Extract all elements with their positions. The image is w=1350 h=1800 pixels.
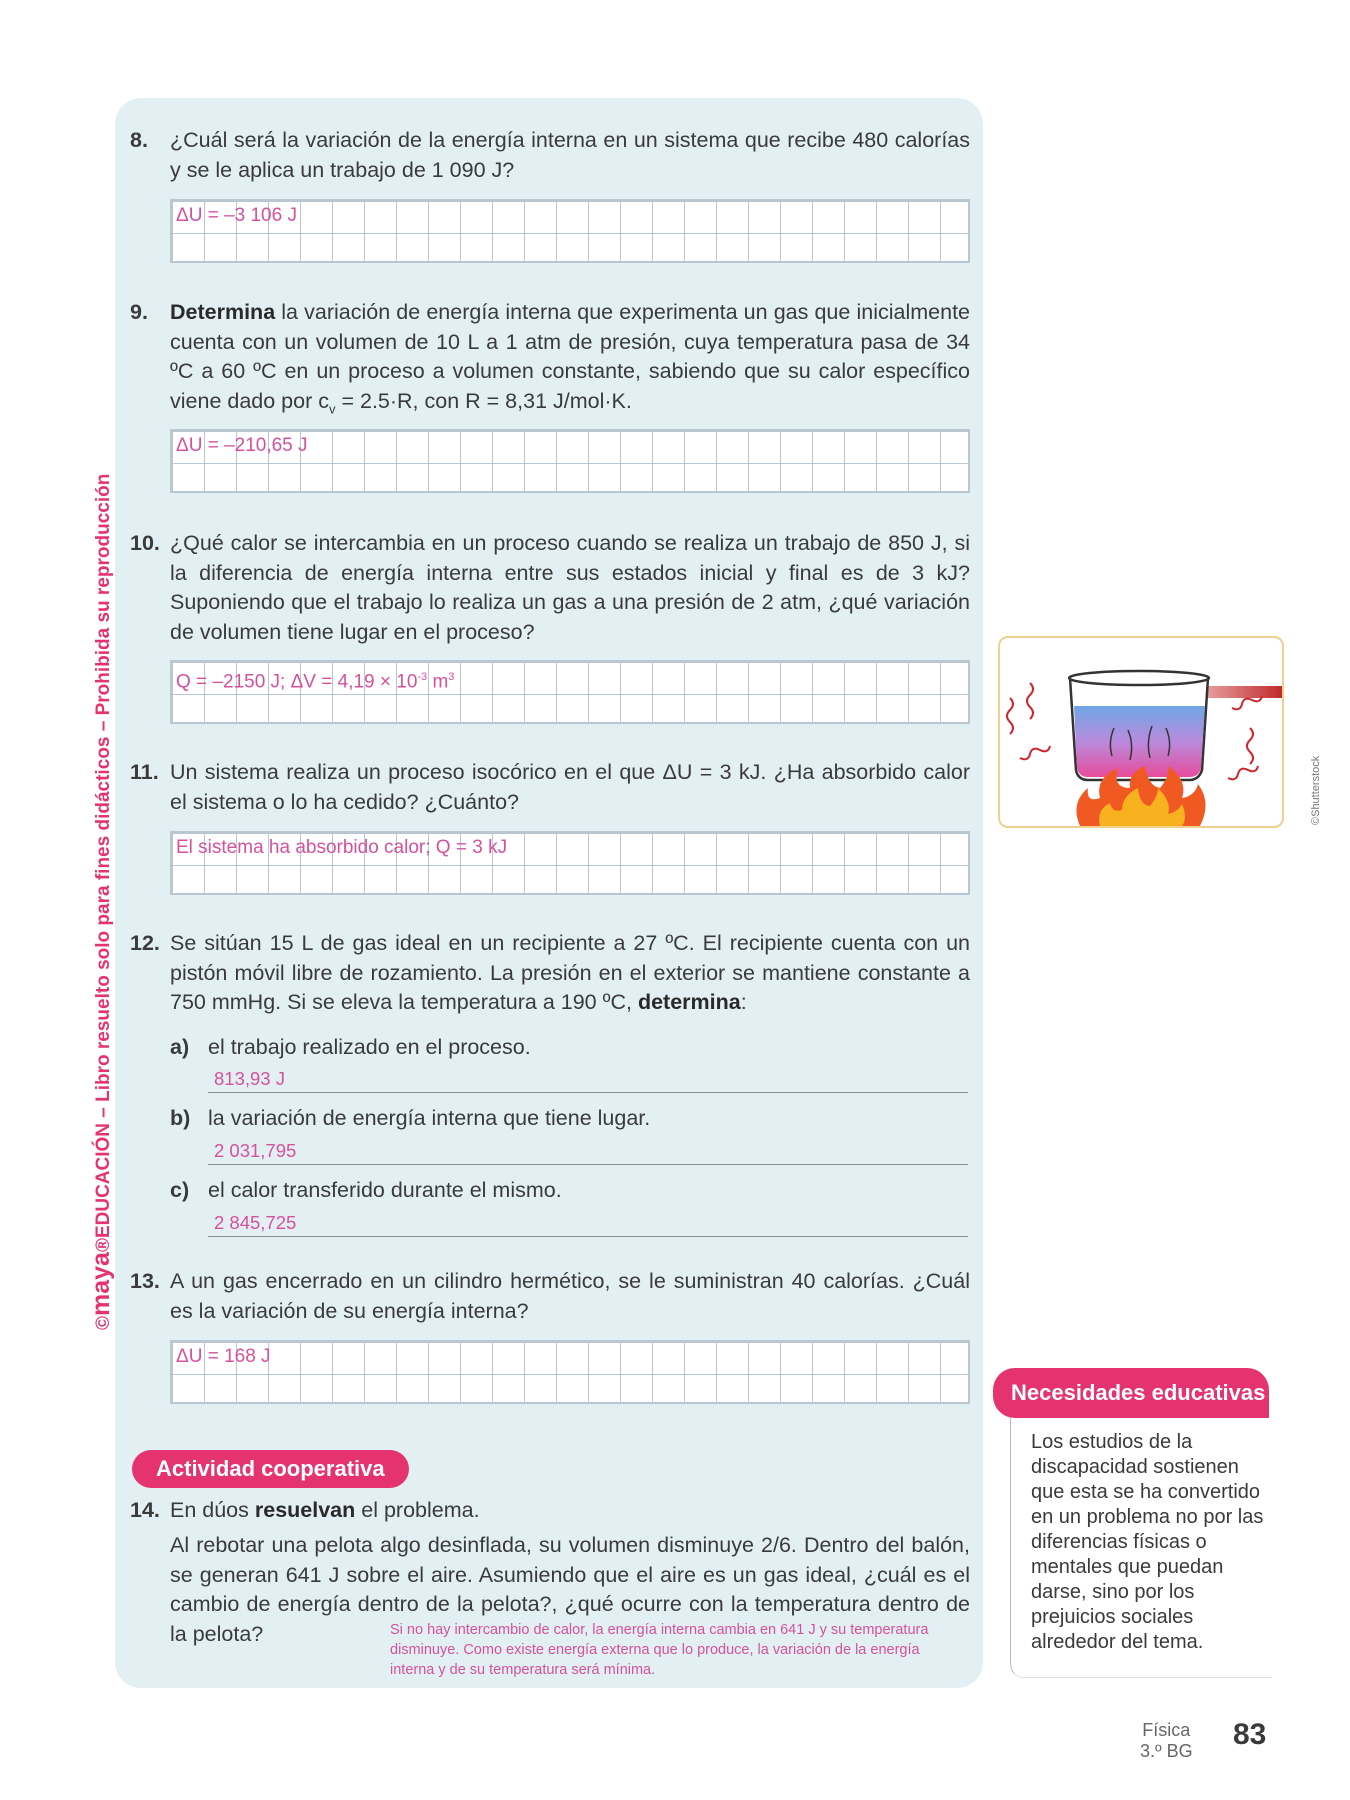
answer-unit: m xyxy=(427,671,449,693)
question-text: Un sistema realiza un proceso isocórico en el que ΔU = 3 kJ. ¿Ha absorbido calor el sistema o lo ha cedido? ¿Cuánto? xyxy=(170,760,970,814)
subquestion-text: la variación de energía interna que tiene lugar. xyxy=(208,1106,651,1130)
answer-line-c[interactable] xyxy=(208,1210,968,1237)
answer-grid-11[interactable] xyxy=(170,831,970,895)
question-11 xyxy=(130,758,970,817)
question-text: A un gas encerrado en un cilindro hermético, se le suministran 40 calorías. ¿Cuál es la variación de su energía interna? xyxy=(170,1269,970,1323)
grade-level: 3.º BG xyxy=(1140,1741,1193,1761)
question-number: 9. xyxy=(130,300,148,324)
question-text-part: la variación de energía interna que experimenta un gas que inicialmente cuenta con un volumen de 10 L a 1 atm de presión, cuya temperatura pasa de 34 ºC a 60 ºC en un proceso a volumen constante, sabiendo que su calor específico viene dado por c xyxy=(170,300,970,413)
cooperative-activity-badge: Actividad cooperativa xyxy=(132,1450,409,1488)
answer-text: ΔU = 168 J xyxy=(176,1346,271,1367)
brand-logo-text: maya xyxy=(87,1252,115,1316)
question-text: ¿Qué calor se intercambia en un proceso cuando se realiza un trabajo de 850 J, si la diferencia de energía interna entre sus estados inicial y final es de 3 kJ? Suponiendo que el trabajo lo realiza un gas a una presión de 2 atm, ¿qué variación de volumen tiene lugar en el proceso? xyxy=(170,531,970,644)
question-text xyxy=(170,298,970,423)
subquestion-letter: b) xyxy=(170,1106,191,1130)
copyright-vertical-text xyxy=(87,474,116,1330)
question-text: Al rebotar una pelota algo desinflada, su volumen disminuye 2/6. Dentro del balón, se generan 641 J sobre el aire. Asumiendo que el aire es un gas ideal, ¿cuál es el cambio de energía dentro de la pelota?, ¿qué ocurre con la temperatura dentro de la pelota? xyxy=(170,1533,970,1646)
question-number: 13. xyxy=(130,1269,160,1293)
subscript: v xyxy=(328,400,336,416)
answer-exponent: -3 xyxy=(417,671,428,683)
answer-text: ΔU = –3 106 J xyxy=(176,205,297,226)
subquestion-c xyxy=(170,1176,562,1204)
answer-note-14 xyxy=(390,1620,960,1680)
answer-text: 813,93 J xyxy=(214,1068,285,1089)
water xyxy=(1074,706,1205,777)
pot-handle xyxy=(1205,686,1282,698)
question-number: 11. xyxy=(130,760,159,784)
question-text-part: Se sitúan 15 L de gas ideal en un recipiente a 27 ºC. El recipiente cuenta con un pistón móvil libre de rozamiento. La presión en el exterior se mantiene constante a 750 mmHg. Si se eleva la temperatura a 190 ºC, xyxy=(170,931,970,1014)
question-12 xyxy=(130,929,970,1018)
question-number: 14. xyxy=(130,1498,160,1522)
subquestion-text: el trabajo realizado en el proceso. xyxy=(208,1035,531,1059)
question-text-part: : xyxy=(740,990,747,1014)
subquestion-a xyxy=(170,1033,531,1061)
educational-needs-title: Necesidades educativas xyxy=(993,1368,1269,1418)
question-number: 8. xyxy=(130,128,148,152)
answer-grid-13[interactable] xyxy=(170,1340,970,1404)
pot-fire-svg xyxy=(1000,638,1282,826)
question-9 xyxy=(130,298,970,423)
subquestion-b xyxy=(170,1104,650,1132)
question-13 xyxy=(130,1267,970,1326)
image-credit: ©Shutterstock xyxy=(1310,755,1322,825)
answer-text xyxy=(176,664,454,695)
answer-unit-exponent: 3 xyxy=(448,671,455,683)
pot-on-fire-illustration xyxy=(998,636,1284,828)
answer-text: El sistema ha absorbido calor; Q = 3 kJ xyxy=(176,837,508,858)
answer-grid-9[interactable] xyxy=(170,429,970,493)
bold-verb: Determina xyxy=(170,300,276,324)
answer-text: 2 031,795 xyxy=(214,1140,297,1161)
bold-verb: resuelvan xyxy=(254,1498,356,1522)
question-8 xyxy=(130,126,970,185)
page-number: 83 xyxy=(1233,1718,1267,1751)
question-instruction xyxy=(170,1496,970,1526)
answer-text: Si no hay intercambio de calor, la energía interna cambia en 641 J y su temperatura disminuye. Como existe energía externa que lo produce, la variación de la energía interna y de su temperatura será mínima. xyxy=(390,1622,929,1678)
subject-name: Física xyxy=(1142,1720,1191,1740)
question-text xyxy=(170,929,970,1018)
question-10 xyxy=(130,529,970,647)
answer-line-a[interactable] xyxy=(208,1066,968,1093)
copyright-symbol: © xyxy=(93,1316,114,1330)
educational-needs-text: Los estudios de la discapacidad sostienen que esta se ha convertido en un problema no por las diferencias físicas o mentales que puedan darse, sino por los prejuicios sociales alrededor del tema. xyxy=(1031,1431,1264,1653)
subquestion-letter: c) xyxy=(170,1178,190,1202)
answer-grid-8[interactable] xyxy=(170,199,970,263)
answer-grid-10[interactable] xyxy=(170,660,970,724)
subquestion-text: el calor transferido durante el mismo. xyxy=(208,1178,562,1202)
subquestion-letter: a) xyxy=(170,1035,190,1059)
answer-text: ΔU = –210,65 J xyxy=(176,435,308,456)
answer-line-b[interactable] xyxy=(208,1138,968,1165)
pot-rim xyxy=(1069,671,1209,685)
question-number: 12. xyxy=(130,931,160,955)
bold-verb: determina xyxy=(637,990,741,1014)
question-number: 10. xyxy=(130,531,160,555)
answer-text: 2 845,725 xyxy=(214,1212,297,1233)
instruction-part: el problema. xyxy=(355,1498,480,1522)
instruction-part: En dúos xyxy=(170,1498,255,1522)
educational-needs-box xyxy=(1010,1418,1272,1678)
footer-subject xyxy=(1140,1720,1193,1762)
question-text-part: = 2.5·R, con R = 8,31 J/mol·K. xyxy=(335,388,632,413)
question-text: ¿Cuál será la variación de la energía interna en un sistema que recibe 480 calorías y se le aplica un trabajo de 1 090 J? xyxy=(170,128,970,182)
answer-part: Q = –2150 J; ΔV = 4,19 × 10 xyxy=(176,671,418,693)
question-14 xyxy=(130,1496,970,1526)
copyright-notice: ®EDUCACIÓN – Libro resuelto solo para fines didácticos – Prohibida su reproducción xyxy=(93,473,114,1253)
